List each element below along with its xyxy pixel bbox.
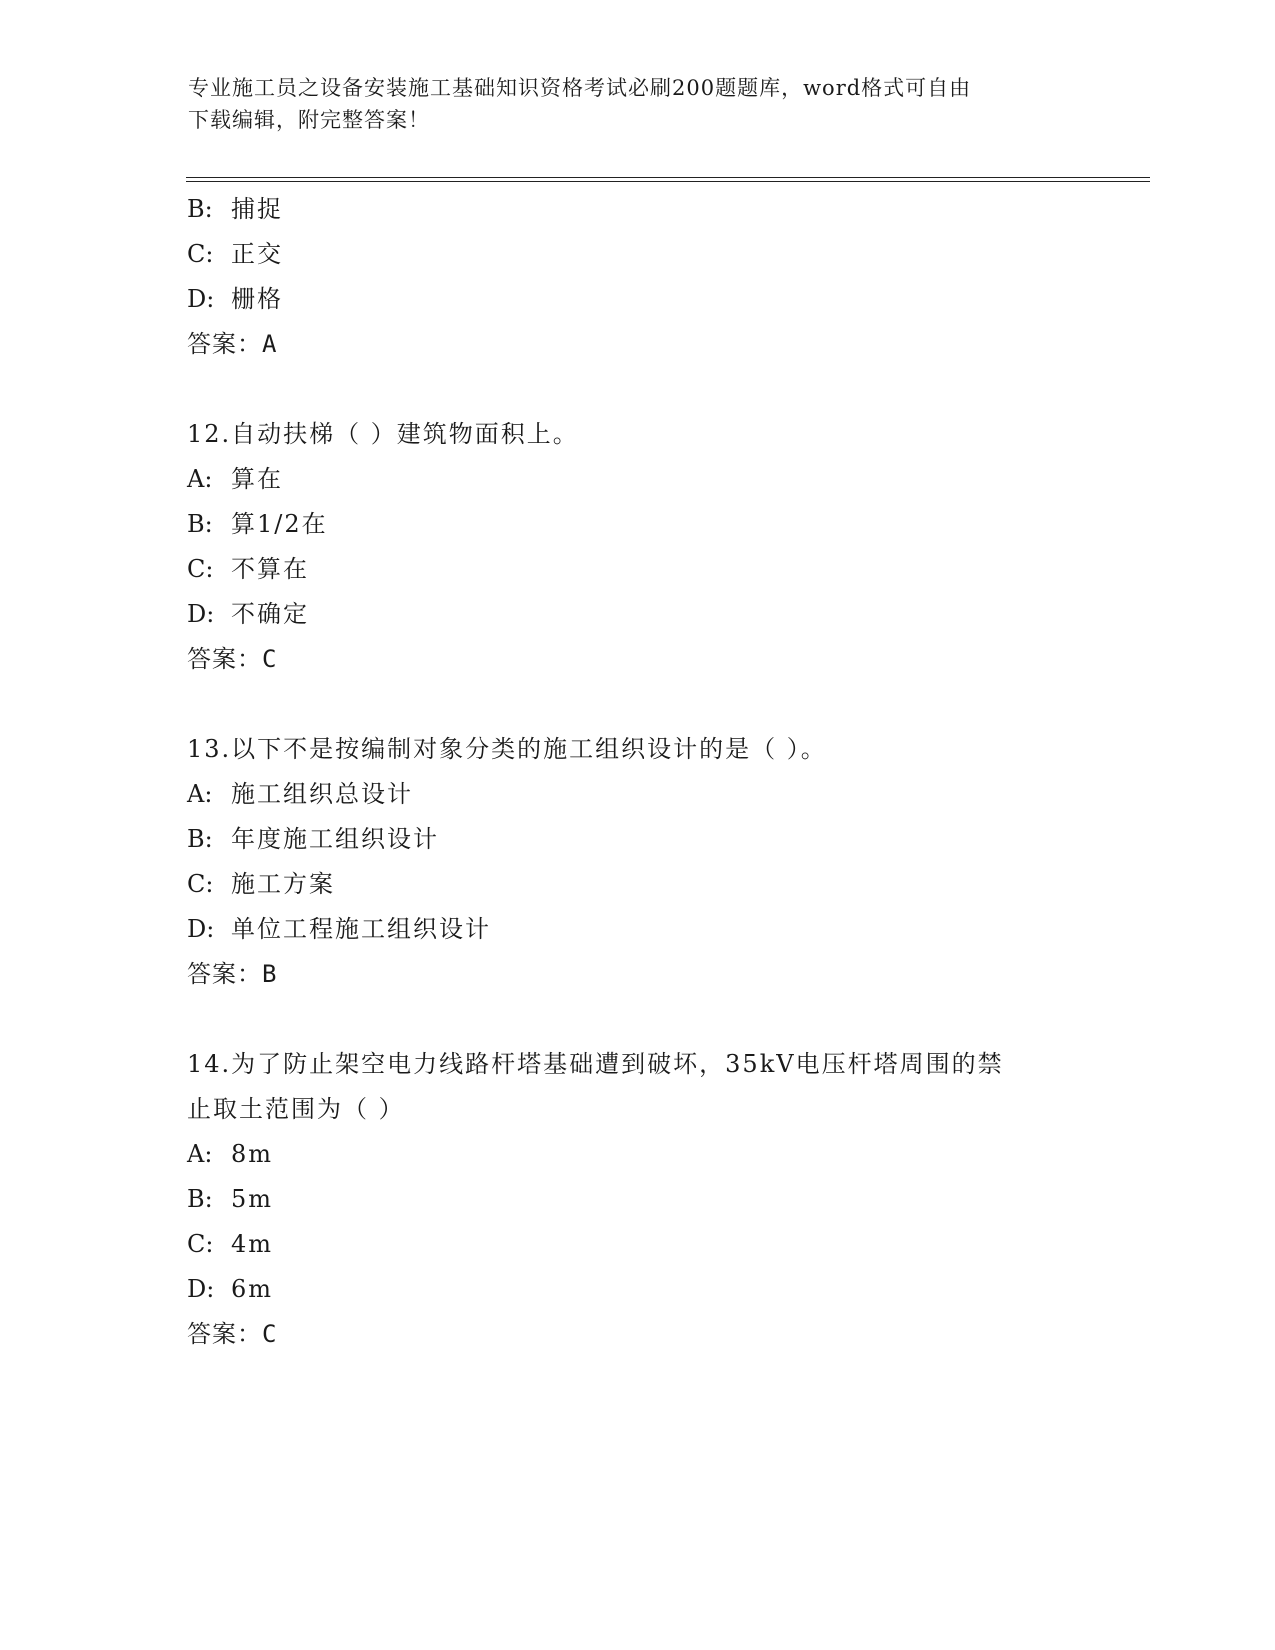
option-letter: D: bbox=[187, 600, 215, 628]
option-text: 8m bbox=[231, 1140, 274, 1168]
q13-option-b bbox=[187, 824, 439, 854]
header-divider-bottom bbox=[186, 181, 1150, 182]
q14-option-b bbox=[187, 1184, 273, 1214]
q14-stem-line-2: 止取土范围为（ ） bbox=[187, 1095, 405, 1123]
option-text: 栅格 bbox=[231, 285, 283, 313]
q12-stem: 12.自动扶梯（ ）建筑物面积上。 bbox=[187, 420, 579, 448]
option-text: 单位工程施工组织设计 bbox=[231, 915, 491, 943]
q12-option-a bbox=[187, 464, 283, 494]
option-text: 不算在 bbox=[231, 555, 309, 583]
q13-answer: 答案：B bbox=[187, 960, 278, 988]
option-text: 不确定 bbox=[231, 600, 309, 628]
q13-option-c bbox=[187, 869, 335, 899]
option-text: 6m bbox=[231, 1275, 274, 1303]
q14-option-d bbox=[187, 1274, 273, 1304]
option-text: 5m bbox=[231, 1185, 274, 1213]
option-letter: C: bbox=[187, 555, 214, 583]
q13-option-d bbox=[187, 914, 491, 944]
header-line-2: 下载编辑，附完整答案！ bbox=[188, 108, 430, 132]
option-letter: A: bbox=[187, 465, 213, 493]
option-letter: D: bbox=[187, 1275, 215, 1303]
option-letter: D: bbox=[187, 285, 215, 313]
q12-answer: 答案：C bbox=[187, 645, 278, 673]
q14-option-c bbox=[187, 1229, 273, 1259]
q11-option-c bbox=[187, 239, 283, 269]
option-letter: C: bbox=[187, 870, 214, 898]
option-text: 施工方案 bbox=[231, 870, 335, 898]
option-letter: B: bbox=[187, 825, 213, 853]
header-line-1: 专业施工员之设备安装施工基础知识资格考试必刷200题题库，word格式可自由 bbox=[188, 76, 972, 100]
option-letter: B: bbox=[187, 195, 213, 223]
q14-stem-line-1: 14.为了防止架空电力线路杆塔基础遭到破坏，35kV电压杆塔周围的禁 bbox=[187, 1050, 1004, 1078]
option-text: 算1/2在 bbox=[231, 510, 328, 538]
header-divider-top bbox=[186, 177, 1150, 178]
option-letter: D: bbox=[187, 915, 215, 943]
q13-option-a bbox=[187, 779, 413, 809]
q12-option-c bbox=[187, 554, 309, 584]
option-text: 年度施工组织设计 bbox=[231, 825, 439, 853]
q11-option-b bbox=[187, 194, 283, 224]
q13-stem: 13.以下不是按编制对象分类的施工组织设计的是（ ）。 bbox=[187, 735, 827, 763]
q12-option-b bbox=[187, 509, 328, 539]
document-header bbox=[188, 72, 1088, 136]
option-text: 捕捉 bbox=[231, 195, 283, 223]
option-letter: C: bbox=[187, 1230, 214, 1258]
q14-answer: 答案：C bbox=[187, 1320, 278, 1348]
q14-option-a bbox=[187, 1139, 273, 1169]
option-text: 算在 bbox=[231, 465, 283, 493]
option-letter: C: bbox=[187, 240, 214, 268]
q11-option-d bbox=[187, 284, 283, 314]
option-letter: B: bbox=[187, 1185, 213, 1213]
option-letter: A: bbox=[187, 780, 213, 808]
option-text: 4m bbox=[231, 1230, 274, 1258]
option-text: 施工组织总设计 bbox=[231, 780, 413, 808]
option-text: 正交 bbox=[231, 240, 283, 268]
option-letter: A: bbox=[187, 1140, 213, 1168]
q12-option-d bbox=[187, 599, 309, 629]
q11-answer: 答案：A bbox=[187, 330, 278, 358]
option-letter: B: bbox=[187, 510, 213, 538]
